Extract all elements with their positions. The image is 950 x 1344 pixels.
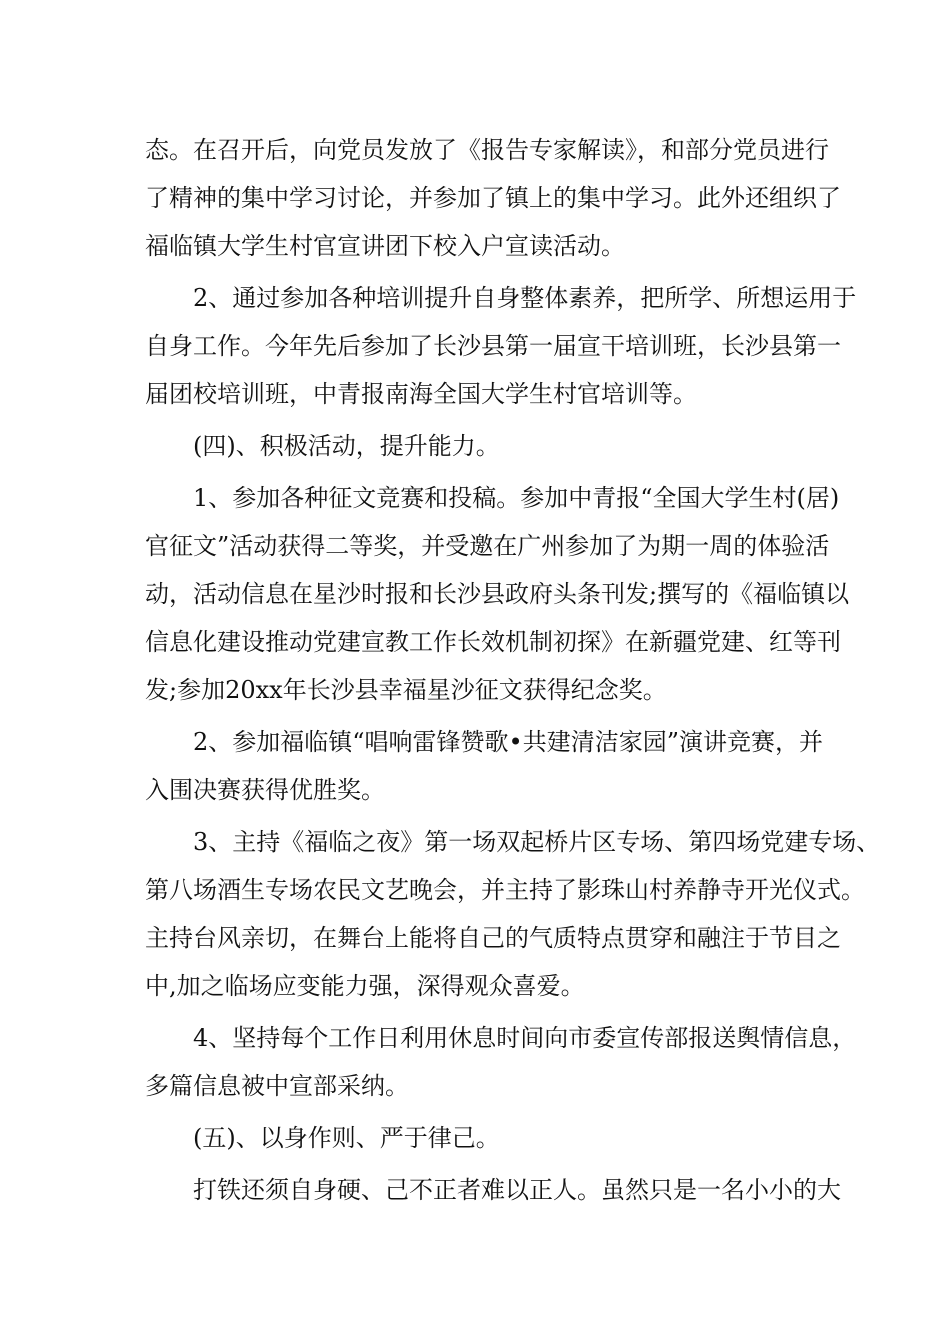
text-line: 届团校培训班，中青报南海全国大学生村官培训等。 (145, 380, 697, 408)
text-line: 第八场酒生专场农民文艺晚会，并主持了影珠山村养静寺开光仪式。 (145, 876, 865, 904)
section-heading: (五)、以身作则、严于律己。 (193, 1124, 500, 1152)
paragraph-first-line: 4、坚持每个工作日利用休息时间向市委宣传部报送舆情信息， (193, 1024, 857, 1052)
paragraph-first-line: 1、参加各种征文竞赛和投稿。参加中青报“全国大学生村(居) (193, 484, 840, 512)
text-line: 官征文”活动获得二等奖，并受邀在广州参加了为期一周的体验活 (145, 532, 830, 560)
text-line: 了精神的集中学习讨论，并参加了镇上的集中学习。此外还组织了 (145, 184, 841, 212)
text-line: 动，活动信息在星沙时报和长沙县政府头条刊发;撰写的《福临镇以 (145, 580, 850, 608)
text-line: 态。在召开后，向党员发放了《报告专家解读》，和部分党员进行 (145, 136, 829, 164)
paragraph-first-line: 2、参加福临镇“唱响雷锋赞歌•共建清洁家园”演讲竞赛，并 (193, 728, 823, 756)
text-line: 发;参加20xx年长沙县幸福星沙征文获得纪念奖。 (145, 676, 667, 704)
text-line: 主持台风亲切，在舞台上能将自己的气质特点贯穿和融注于节目之 (145, 924, 841, 952)
text-line: 入围决赛获得优胜奖。 (145, 776, 385, 804)
paragraph-first-line: 2、通过参加各种培训提升自身整体素养，把所学、所想运用于 (193, 284, 857, 312)
text-line: 信息化建设推动党建宣教工作长效机制初探》在新疆党建、红等刊 (145, 628, 841, 656)
text-line: 福临镇大学生村官宣讲团下校入户宣读活动。 (145, 232, 625, 260)
text-line: 自身工作。今年先后参加了长沙县第一届宣干培训班，长沙县第一 (145, 332, 841, 360)
text-line: 多篇信息被中宣部采纳。 (145, 1072, 409, 1100)
paragraph-first-line: 3、主持《福临之夜》第一场双起桥片区专场、第四场党建专场、 (193, 828, 881, 856)
text-line: 中,加之临场应变能力强，深得观众喜爱。 (145, 972, 585, 1000)
section-heading: (四)、积极活动，提升能力。 (193, 432, 500, 460)
paragraph-first-line: 打铁还须自身硬、己不正者难以正人。虽然只是一名小小的大 (193, 1176, 841, 1204)
